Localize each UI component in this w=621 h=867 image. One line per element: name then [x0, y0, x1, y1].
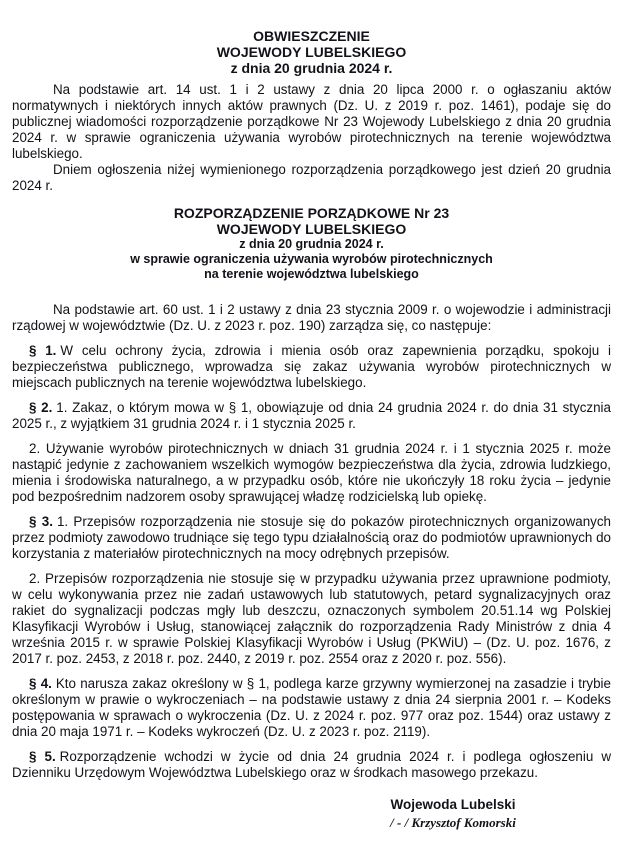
section-text: Rozporządzenie wchodzi w życie od dnia 24 grudnia 2024 r. i podlega ogłoszeniu w Dzienniku Urzędowym Województwa Lubelskiego oraz w środkach masowego przekazu. [12, 749, 611, 780]
notice-title-line: OBWIESZCZENIE [253, 28, 370, 44]
signer-name: / - / Krzysztof Komorski [390, 815, 516, 830]
section-paragraph-3 [12, 514, 611, 562]
section-paragraph-2 [12, 400, 611, 432]
notice-heading [12, 28, 611, 76]
signature-block [323, 796, 583, 832]
regulation-subject-line: w sprawie ograniczenia używania wyrobów pirotechnicznych [130, 252, 493, 266]
section-paragraph-4 [12, 676, 611, 740]
section-lead: § 4. [29, 676, 52, 691]
notice-date-line: z dnia 20 grudnia 2024 r. [230, 60, 393, 76]
section-text: W celu ochrony życia, zdrowia i mienia osób oraz zapewnienia porządku, spokoju i bezpieczeństwa publicznego, wprowadza się zakaz używania wyrobów pirotechnicznych w miejscach publicznych na terenie województwa lubelskiego. [12, 343, 611, 390]
notice-paragraph: Dniem ogłoszenia niżej wymienionego rozporządzenia porządkowego jest dzień 20 grudnia 2024 r. [12, 162, 611, 193]
section-text: 2. Używanie wyrobów pirotechnicznych w dniach 31 grudnia 2024 r. i 1 stycznia 2025 r. może nastąpić jedynie z zachowaniem wszelkich wymogów bezpieczeństwa dla życia, zdrowia ludzkiego, mienia i środowiska naturalnego, a w przypadku osób, które nie ukończyły 18 roku życia – jedynie pod bezpośrednim nadzorem osoby sprawującej władzę rodzicielską lub opiekę. [12, 441, 611, 504]
regulation-sections [12, 343, 611, 781]
regulation-subject-line: na terenie województwa lubelskiego [204, 267, 419, 281]
section-lead: § 1. [29, 343, 57, 358]
section-lead: § 5. [29, 749, 56, 764]
regulation-title-line: WOJEWODY LUBELSKIEGO [216, 221, 407, 237]
section-text: 2. Przepisów rozporządzenia nie stosuje się w przypadku używania przez uprawnione podmioty, w celu wykonywania przez nie zadań ustawowych lub statutowych, petard sygnalizacyjnych oraz rakiet do sygnalizacji podczas mgły lub deszczu, oznaczonych symbolem 20.51.14 wg Polskiej Klasyfikacji Wyrobów i Usług, stanowiącej załącznik do rozporządzenia Rady Ministrów z dnia 4 września 2015 r. w sprawie Polskiej Klasyfikacji Wyrobów i Usług (PKWiU) – (Dz. U. poz. 1676, z 2017 r. poz. 2453, z 2018 r. poz. 2440, z 2019 r. poz. 2554 oraz z 2020 r. poz. 556). [12, 571, 611, 666]
section-lead: § 3. [29, 514, 53, 529]
section-text: 1. Przepisów rozporządzenia nie stosuje się do pokazów pirotechnicznych organizowanych przez podmioty zawodowo trudniące się tego typu działalnością oraz do podmiotów uprawnionych do korzystania z materiałów pirotechnicznych na mocy odrębnych przepisów. [12, 514, 611, 561]
section-paragraph-3-2 [12, 571, 611, 667]
regulation-date-line: z dnia 20 grudnia 2024 r. [239, 237, 384, 251]
regulation-title-line: ROZPORZĄDZENIE PORZĄDKOWE Nr 23 [173, 205, 450, 221]
section-paragraph-5 [12, 749, 611, 781]
section-paragraph-2-2 [12, 441, 611, 505]
section-paragraph-1 [12, 343, 611, 391]
notice-paragraph: Na podstawie art. 14 ust. 1 i 2 ustawy z dnia 20 lipca 2000 r. o ogłaszaniu aktów normatywnych i niektórych innych aktów prawnych (Dz. U. z 2019 r. poz. 1461), podaje się do publicznej wiadomości rozporządzenie porządkowe Nr 23 Wojewody Lubelskiego z dnia 20 grudnia 2024 r. w sprawie ograniczenia używania wyrobów pirotechnicznych na terenie województwa lubelskiego. [12, 82, 611, 161]
legal-basis-paragraph: Na podstawie art. 60 ust. 1 i 2 ustawy z dnia 23 stycznia 2009 r. o wojewodzie i administracji rządowej w województwie (Dz. U. z 2023 r. poz. 190) zarządza się, co następuje: [12, 302, 611, 333]
section-text: 1. Zakaz, o którym mowa w § 1, obowiązuje od dnia 24 grudnia 2024 r. do dnia 31 stycznia 2025 r., z wyjątkiem 31 grudnia 2024 r. i 1 stycznia 2025 r. [12, 400, 611, 431]
notice-body [12, 82, 611, 194]
regulation-heading [12, 205, 611, 282]
notice-title-line: WOJEWODY LUBELSKIEGO [216, 44, 407, 60]
section-lead: § 2. [29, 400, 53, 415]
signer-position: Wojewoda Lubelski [390, 797, 516, 812]
section-text: Kto narusza zakaz określony w § 1, podlega karze grzywny wymierzonej na zasadzie i trybie określonym w prawie o wykroczeniach – na podstawie ustawy z dnia 24 sierpnia 2001 r. – Kodeks postępowania w sprawach o wykroczenia (Dz. U. z 2024 r. poz. 977 oraz poz. 1544) oraz ustawy z dnia 20 maja 1971 r. – Kodeks wykroczeń (Dz. U. z 2023 r. poz. 2119). [12, 676, 611, 739]
